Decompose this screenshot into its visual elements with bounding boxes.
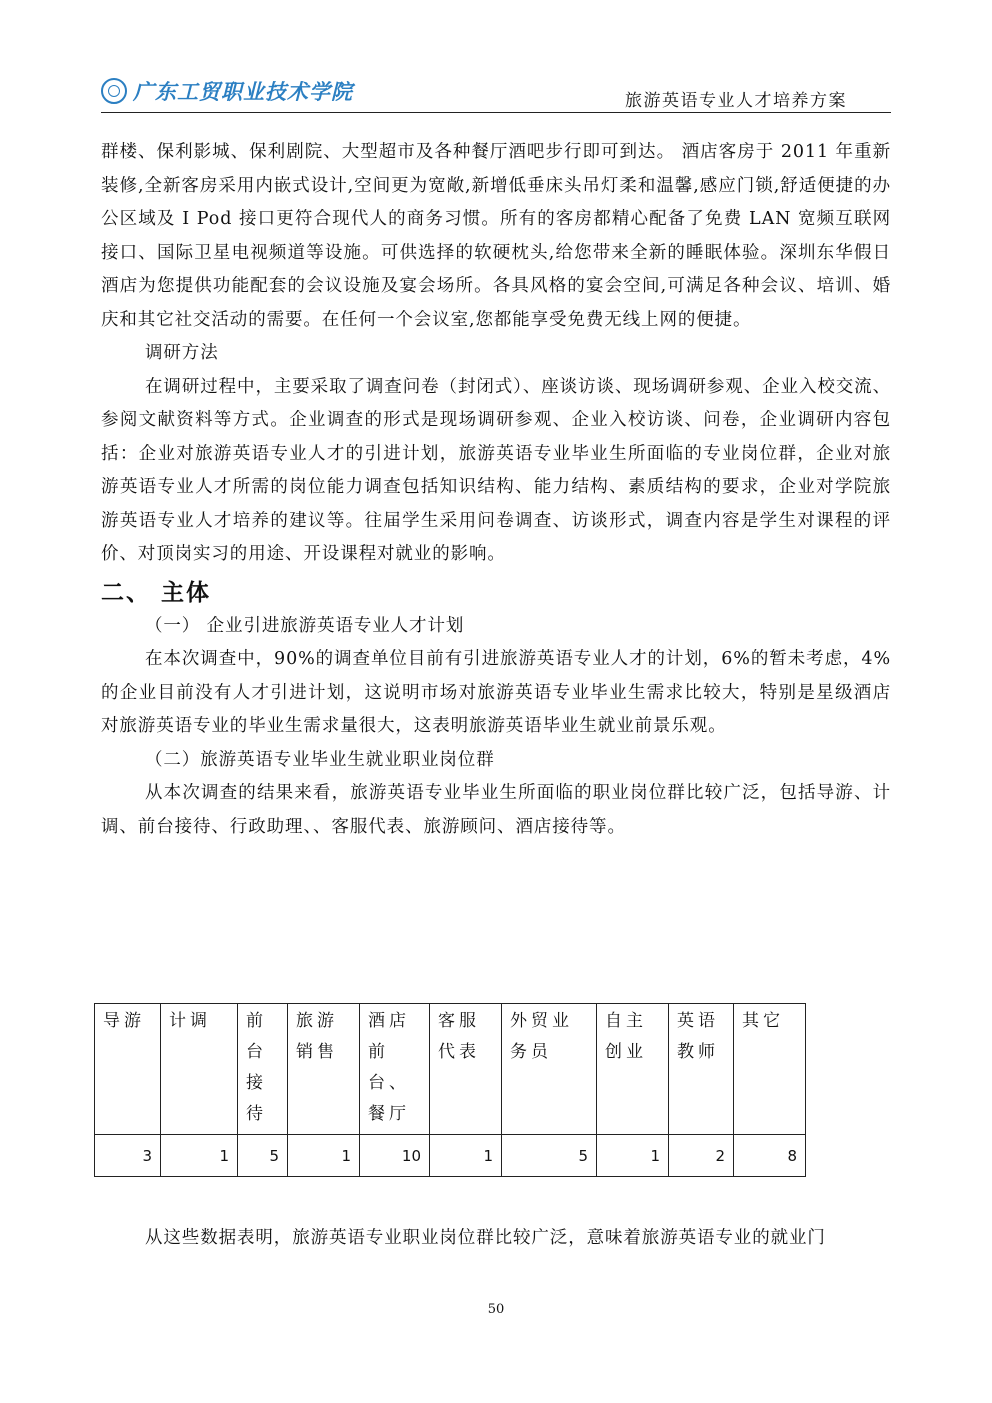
table-value-cell: 8 xyxy=(734,1135,806,1177)
paragraph-talent-plan: 在本次调查中，90%的调查单位目前有引进旅游英语专业人才的计划，6%的暂未考虑，4%的企业目前没有人才引进计划，这说明市场对旅游英语专业毕业生需求比较大，特别是星级酒店对旅游英语专业的毕业生需求量很大，这表明旅游英语毕业生就业前景乐观。 xyxy=(101,649,891,736)
subheading-job-groups: （二）旅游英语专业毕业生就业职业岗位群 xyxy=(145,749,495,770)
table-header-cell: 计调 xyxy=(161,1004,238,1135)
table-header-row xyxy=(95,1004,806,1135)
school-seal-icon xyxy=(101,78,127,104)
table-value-cell: 1 xyxy=(430,1135,502,1177)
method-heading: 调研方法 xyxy=(145,343,219,363)
table-header-cell: 其它 xyxy=(734,1004,806,1135)
main-content xyxy=(101,136,891,844)
table-value-cell: 5 xyxy=(238,1135,288,1177)
subheading-talent-plan: （一） 企业引进旅游英语专业人才计划 xyxy=(145,615,465,636)
post-table-content xyxy=(101,1222,891,1256)
job-position-table xyxy=(94,1003,806,1177)
school-name: 广东工贸职业技术学院 xyxy=(133,79,353,104)
table-header-cell: 客服代表 xyxy=(430,1004,502,1135)
school-logo xyxy=(101,74,353,108)
page-number: 50 xyxy=(487,1302,505,1317)
page-header xyxy=(101,72,891,113)
table-header-cell: 酒店前台、餐厅 xyxy=(360,1004,430,1135)
table-header-cell: 自主创业 xyxy=(597,1004,669,1135)
paragraph-hotel: 群楼、保利影城、保利剧院、大型超市及各种餐厅酒吧步行即可到达。 酒店客房于 2011 年重新装修,全新客房采用内嵌式设计,空间更为宽敞,新增低垂床头吊灯柔和温馨,感应门锁,舒适便捷的办公区域及 I Pod 接口更符合现代人的商务习惯。所有的客房都精心配备了免费 LAN 宽频互联网接口、国际卫星电视频道等设施。可供选择的软硬枕头,给您带来全新的睡眠体验。深圳东华假日酒店为您提供功能配套的会议设施及宴会场所。各具风格的宴会空间,可满足各种会议、培训、婚庆和其它社交活动的需要。在任何一个会议室,您都能享受免费无线上网的便捷。 xyxy=(101,142,891,330)
table-value-cell: 2 xyxy=(669,1135,734,1177)
table-value-row xyxy=(95,1135,806,1177)
table-value-cell: 3 xyxy=(95,1135,161,1177)
table-value-cell: 1 xyxy=(161,1135,238,1177)
table-header-cell: 旅游销售 xyxy=(288,1004,360,1135)
paragraph-method: 在调研过程中，主要采取了调查问卷（封闭式）、座谈访谈、现场调研参观、企业入校交流、参阅文献资料等方式。企业调查的形式是现场调研参观、企业入校访谈、问卷，企业调研内容包括：企业对旅游英语专业人才的引进计划，旅游英语专业毕业生所面临的专业岗位群，企业对旅游英语专业人才所需的岗位能力调查包括知识结构、能力结构、素质结构的要求，企业对学院旅游英语专业人才培养的建议等。往届学生采用问卷调查、访谈形式，调查内容是学生对课程的评价、对顶岗实习的用途、开设课程对就业的影响。 xyxy=(101,376,891,564)
document-title: 旅游英语专业人才培养方案 xyxy=(625,91,847,111)
paragraph-job-groups: 从本次调查的结果来看，旅游英语专业毕业生所面临的职业岗位群比较广泛，包括导游、计调、前台接待、行政助理、、客服代表、旅游顾问、酒店接待等。 xyxy=(101,783,891,837)
table-header-cell: 导游 xyxy=(95,1004,161,1135)
table-value-cell: 5 xyxy=(502,1135,597,1177)
table-header-cell: 外贸业务员 xyxy=(502,1004,597,1135)
table-value-cell: 1 xyxy=(288,1135,360,1177)
paragraph-conclusion: 从这些数据表明，旅游英语专业职业岗位群比较广泛，意味着旅游英语专业的就业门 xyxy=(145,1228,826,1248)
table-header-cell: 前台接待 xyxy=(238,1004,288,1135)
table-value-cell: 1 xyxy=(597,1135,669,1177)
table-header-cell: 英语教师 xyxy=(669,1004,734,1135)
table-value-cell: 10 xyxy=(360,1135,430,1177)
section-heading-main: 二、 主体 xyxy=(101,579,212,606)
